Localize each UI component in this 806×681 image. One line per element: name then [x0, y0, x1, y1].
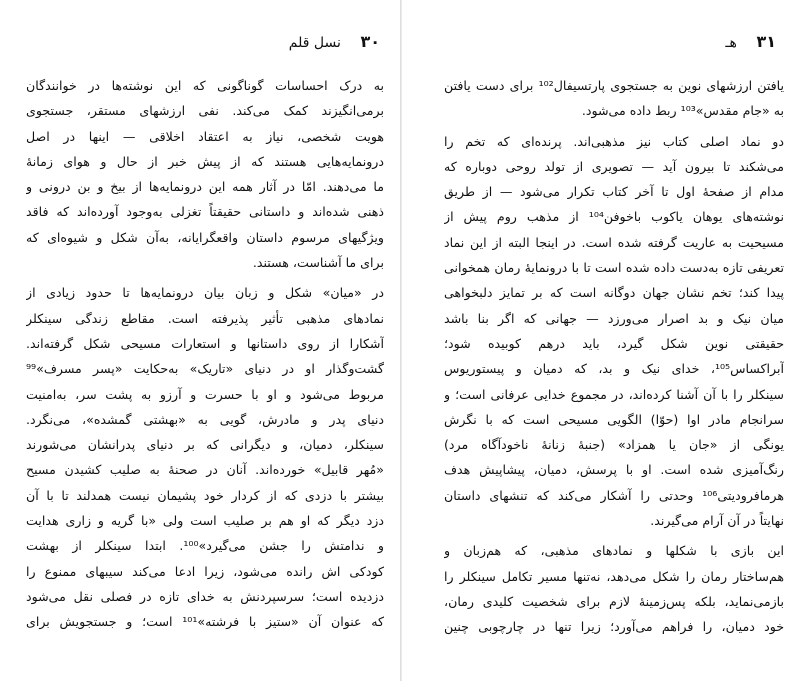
page-body — [444, 73, 784, 640]
text-line: یافتن ارزشهای نوین به جستجوی پارتسیفال¹⁰² برای دست یافتن — [444, 78, 784, 93]
text-line: هرمافرودیتی¹⁰⁶ وحدتی را آشکار می‌کند که تنشهای داستان — [444, 487, 784, 503]
text-line: دزدیده است؛ سرسپردنش به خدای تازه در فصلی نقل می‌شود — [26, 588, 384, 604]
page-body — [26, 73, 384, 635]
text-line: خود دمیان، را فراهم می‌آورد؛ زیرا تنها در چارچوبی چنین — [444, 619, 784, 635]
text-line: تعریفی تازه به‌دست داده شده است تا با درونمایهٔ رمان همخوانی — [444, 260, 784, 276]
text-line: دو نماد اصلی کتاب نیز مذهبی‌اند. پرنده‌ای که تخم را — [444, 133, 784, 149]
text-line: درونمایه‌هایی هستند که از پیش خبر از حال و هوای زمانهٔ — [26, 153, 384, 169]
text-line: سینکلر، دمیان، و دیگرانی که بر دنیای پدرانشان می‌شورند — [26, 437, 384, 453]
text-line: یونگی از «جان یا همزاد» (جنبهٔ زنانهٔ ناخودآگاه مرد) — [444, 437, 784, 453]
text-line: ما می‌دهند. امّا در آثار همه این درونمایه‌ها از بیخ و بن درونی و — [26, 179, 384, 195]
text-line: برمی‌انگیزند کمک می‌کند. نفی ارزشهای مستقر، جستجوی — [26, 103, 384, 119]
text-line: میان نیک و بد اصرار می‌ورزد — جهانی که اگر بنا باشد — [444, 310, 784, 326]
text-line: مسیحیت به عاریت گرفته شده است. در اینجا البته از این نماد — [444, 234, 784, 250]
text-line: نوشته‌های یوهان یاکوب باخوفن¹⁰⁴ از مذهب روم پیش از — [444, 209, 784, 225]
text-line: این بازی با شکلها و نمادهای مذهبی، که هم‌زبان و — [444, 543, 784, 559]
text-line: که عنوان آن «ستیز با فرشته»¹⁰¹ است؛ و جستجویش برای — [26, 614, 384, 630]
page-header — [725, 32, 776, 51]
text-line: برای ما آشناست، هستند. — [252, 255, 384, 271]
text-line: هویت شخصی، نیاز به اعتقاد اخلاقی — اینها در اصل — [26, 128, 384, 144]
text-line: سرانجام مادر اوا (حوّا) الگویی مسیحی است که با نگرش — [444, 411, 784, 427]
text-line: گشت‌وگذار او در دنیای «تاریک» به‌حکایت «پسر مسرف»⁹⁹ — [26, 361, 384, 377]
text-line: و ندامتش را جشن می‌گیرد»¹⁰⁰. ابتدا سینکلر از بهشت — [26, 538, 384, 554]
text-line: حقیقتی نوین شکل گیرد، باید درهم کوبیده شود؛ — [444, 335, 784, 351]
left-page — [26, 0, 384, 681]
text-line: پیدا کند؛ تخم نشان جهان دوگانه است که بر تمایز دلبخواهی — [444, 285, 784, 301]
page-header — [289, 32, 380, 51]
text-line: «مُهر قابیل» خورده‌اند. آنان در صحنهٔ به صلیب کشیدن مسیح — [26, 462, 384, 478]
text-line: رنگ‌آمیزی شده است. او با پرسش، دمیان، پیشاپیش هدف — [444, 462, 784, 478]
page-number: ۳۱ — [756, 32, 776, 51]
text-line: سینکلر را با آن آشنا کرده‌اند، در مجموع خدایی عرفانی است؛ و — [444, 386, 784, 402]
running-title: هـ — [725, 35, 737, 51]
page-number: ۳۰ — [360, 32, 380, 51]
text-line: کودکی اش رانده می‌شود، زیرا ادعا می‌کند سیبهای ممنوع را — [26, 563, 384, 579]
text-line: دزد دیگر که او هم بر صلیب است ولی «با گریه و زاری هدایت — [26, 513, 384, 529]
text-line: در «میان» شکل و زبان بیان درونمایه‌ها تا حدود زیادی از — [26, 285, 384, 301]
text-line: به «جام مقدس»¹⁰³ ربط داده می‌شود. — [581, 103, 784, 119]
text-line: مربوط می‌شود و او با حسرت و آرزو به پشت سر، به‌امنیت — [26, 386, 384, 402]
right-page — [444, 0, 784, 681]
page-gutter — [400, 0, 402, 681]
text-line: نهایتاً در آن آرام می‌گیرند. — [650, 513, 784, 529]
text-line: هم‌ساختار رمان را شکل می‌دهد، نه‌تنها مسیر تکامل سینکلر را — [444, 568, 784, 584]
text-line: ویژگیهای مرسوم داستان واقعگرایانه، به‌آن شکل و شیوه‌ای که — [26, 229, 384, 245]
text-line: می‌شکند تا بیرون آید — تصویری از تولد روحی دوباره که — [444, 158, 784, 174]
text-line: آشکارا از روی داستانها و استعارات مسیحی شکل گرفته‌اند. — [26, 335, 384, 351]
text-line: به درک احساسات گوناگونی که این نوشته‌ها در خوانندگان — [26, 78, 384, 93]
text-line: دنیای پدر و مادرش، گویی به «بهشتی گمشده»، می‌نگرد. — [26, 411, 384, 427]
text-line: آبراکساس¹⁰⁵، خدای نیک و بد، که دمیان و پیستوریوس — [444, 361, 784, 377]
text-line: ذهنی شده‌اند و داستانی حقیقتاً تغزلی به‌وجود آورده‌اند که فاقد — [26, 204, 384, 220]
text-line: نمادهای مذهبی تأثیر پذیرفته است. مقاطع زندگی سینکلر — [26, 310, 384, 326]
text-line: بازمی‌نماید، بلکه پس‌زمینهٔ لازم برای شخصیت کلیدی رمان، — [444, 593, 784, 609]
text-line: بیشتر با دزدی که از کردار خود پشیمان نیست همدلند تا با آن — [26, 487, 384, 503]
text-line: مدام از صفحهٔ اول تا آخر کتاب تکرار می‌شود — از طریق — [444, 184, 784, 200]
running-title: نسل قلم — [288, 35, 341, 51]
